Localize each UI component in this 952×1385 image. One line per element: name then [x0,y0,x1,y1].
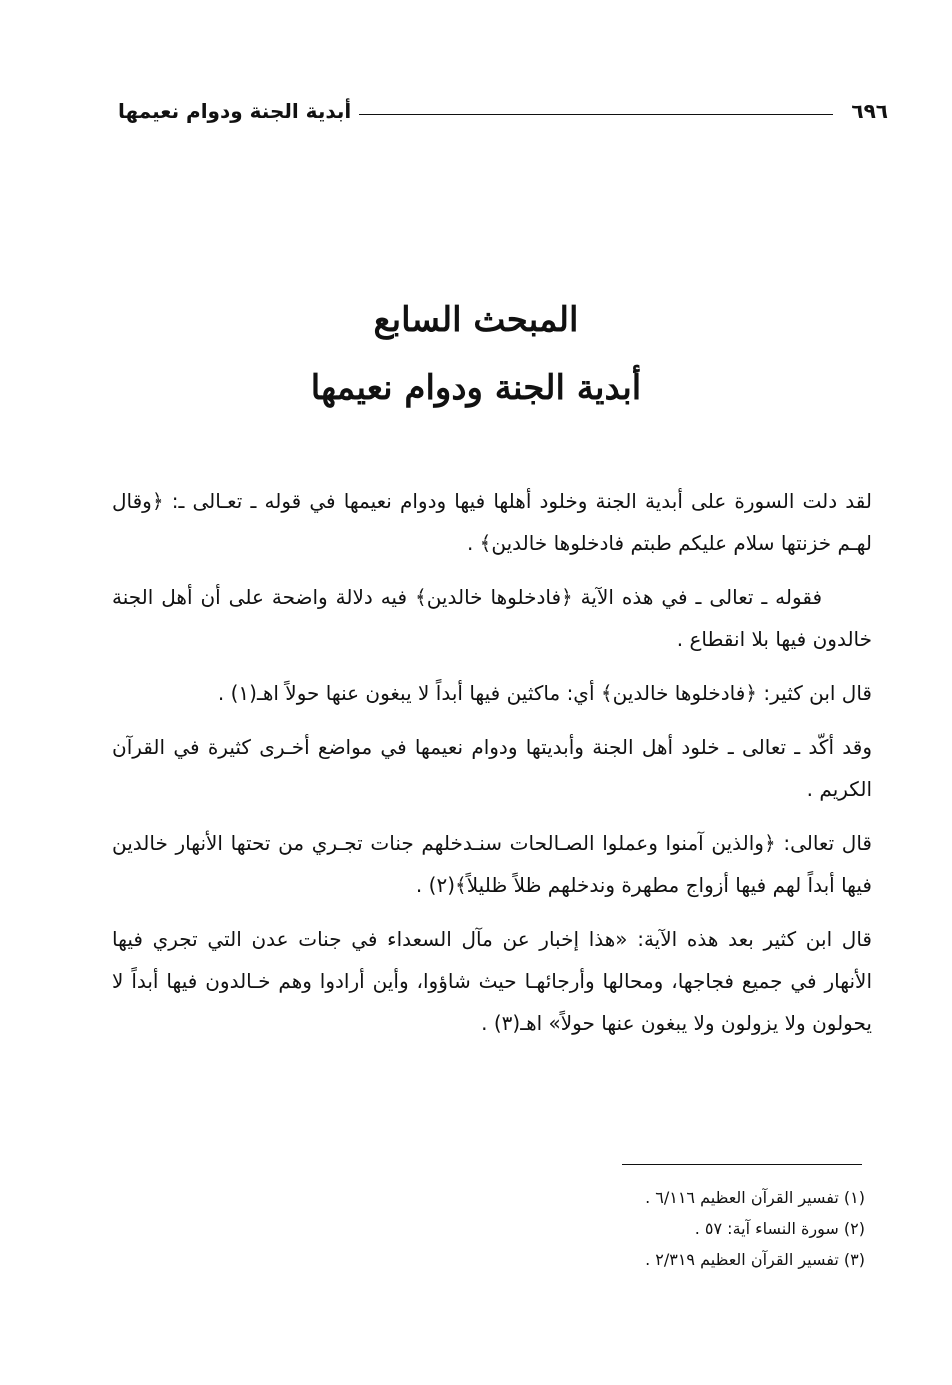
section-title: أبدية الجنة ودوام نعيمها [310,368,642,408]
paragraph-intro: لقد دلت السورة على أبدية الجنة وخلود أهلها فيها ودوام نعيمها في قوله ـ تعـالى ـ: ﴿وقال لهـم خزنتها سلام عليكم طبتم فادخلوها خالدين﴾ . [112,489,872,555]
chapter-heading: المبحث السابع [373,300,579,340]
body-text [112,480,872,1056]
page-number: ٦٩٦ [851,99,888,123]
header-rule [359,114,833,115]
paragraph-ibn-kathir-quote: قال ابن كثير: ﴿فادخلوها خالدين﴾ أي: ماكثين فيها أبداً لا يبغون عنها حولاً اهـ(١) . [217,681,872,705]
paragraph-verse: قال تعالى: ﴿والذين آمنوا وعملوا الصـالحات سنـدخلهم جنات تجـري من تحتها الأنهار خالدين فيها أبداً لهم فيها أزواج مطهرة وندخلهم ظلاً ظليلاً﴾(٢) . [112,831,872,897]
paragraph-confirmation: وقد أكّد ـ تعالى ـ خلود أهل الجنة وأبديتها ودوام نعيمها في مواضع أخـرى كثيرة في القرآن الكريم . [112,735,872,801]
running-title: أبدية الجنة ودوام نعيمها [118,99,352,123]
paragraph-ibn-kathir-commentary: قال ابن كثير بعد هذه الآية: «هذا إخبار عن مآل السعداء في جنات عدن التي تجري فيها الأنهار في جميع فجاجها، ومحالها وأرجائهـا حيث شاؤوا، وأين أرادوا وهم خـالدون فيها أبداً لا يحولون ولا يزولون ولا يبغون عنها حولاً» اهـ(٣) . [112,927,872,1035]
paragraph-explanation: فقوله ـ تعالى ـ في هذه الآية ﴿فادخلوها خالدين﴾ فيه دلالة واضحة على أن أهل الجنة خالدون فيها بلا انقطاع . [112,585,872,651]
footnote-3: (٣) تفسير القرآن العظيم ٢/٣١٩ . [645,1250,865,1269]
footnote-1: (١) تفسير القرآن العظيم ٦/١١٦ . [645,1188,865,1207]
footnote-separator [622,1164,862,1165]
footnote-2: (٢) سورة النساء آية: ٥٧ . [694,1219,865,1238]
footnotes [560,1182,865,1275]
running-header [118,96,888,126]
